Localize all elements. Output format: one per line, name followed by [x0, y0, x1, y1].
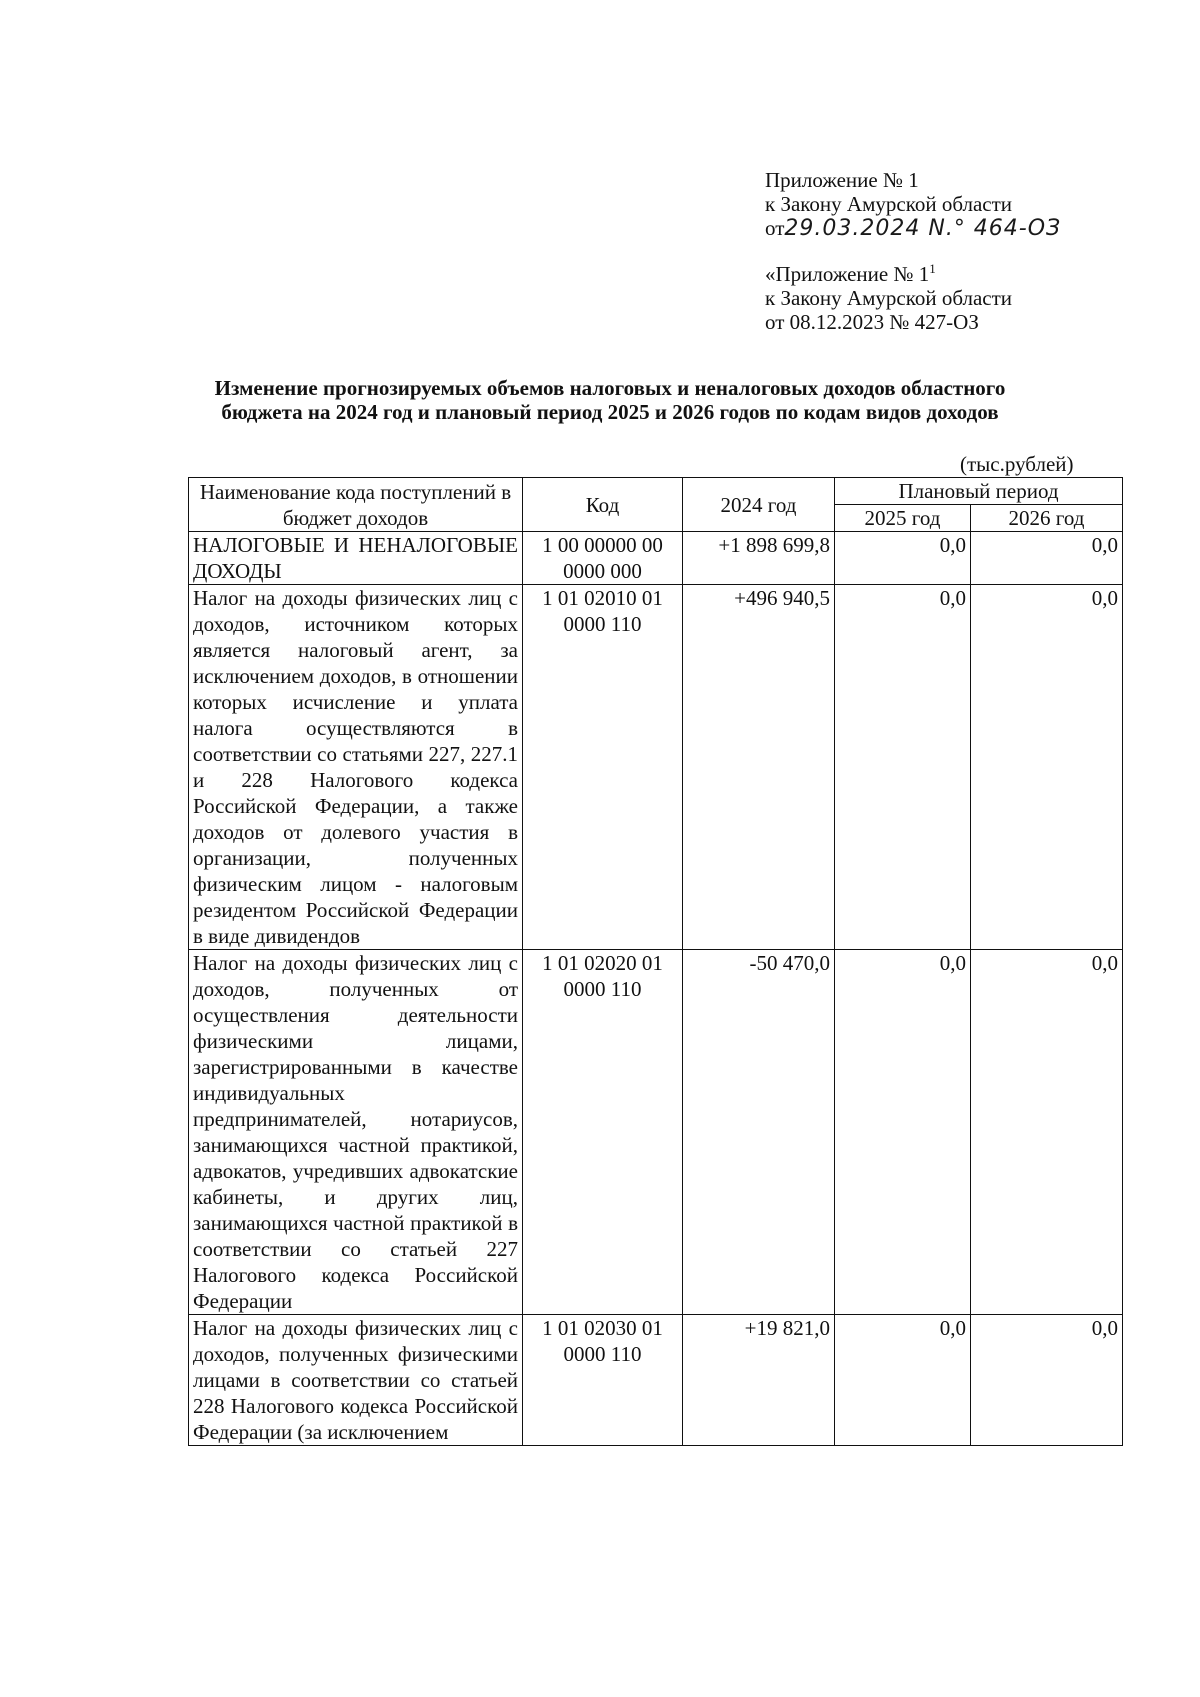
annex-1-date-prefix: от: [765, 216, 785, 240]
table-body: [189, 532, 1123, 1446]
annex-1-1-law: к Закону Амурской области: [765, 286, 1013, 310]
annex-1-date-line: [765, 216, 1061, 241]
annex-1-law: к Закону Амурской области: [765, 192, 1013, 216]
document-title-line-1: Изменение прогнозируемых объемов налоговых и неналоговых доходов областного: [214, 376, 1006, 400]
annex-1-1-header: [765, 262, 1012, 334]
annex-1-1-title: «Приложение № $1^1$: [765, 261, 936, 286]
row-2024: -50 470,0: [683, 950, 835, 1315]
header-planned-period: Плановый период: [835, 478, 1123, 505]
header-code: Код: [523, 478, 683, 532]
units-label: (тыс.рублей): [960, 452, 1074, 476]
row-code: 1 01 02010 01 0000 110: [523, 585, 683, 950]
row-code: 1 01 02020 01 0000 110: [523, 950, 683, 1315]
row-name: НАЛОГОВЫЕ И НЕНАЛОГОВЫЕ ДОХОДЫ: [189, 532, 523, 585]
annex-1-header: [765, 168, 1061, 241]
row-code: 1 00 00000 00 0000 000: [523, 532, 683, 585]
row-2024: +1 898 699,8: [683, 532, 835, 585]
handwritten-date-number: 29.03.2024 N.° 464-ОЗ: [784, 216, 1062, 241]
annex-1-1-superscript: 1: [929, 261, 936, 276]
row-2025: 0,0: [835, 585, 971, 950]
row-name: Налог на доходы физических лиц с доходов, источником которых является налоговый агент, за исключением доходов, в отношении которых исчисление и уплата налога осуществляются в соответствии со статьями 227, 227.1 и 228 Налогового кодекса Российской Федерации, а также доходов от долевого участия в организации, полученных физическим лицом - налоговым резидентом Российской Федерации в виде дивидендов: [189, 585, 523, 950]
row-2025: 0,0: [835, 950, 971, 1315]
row-code: 1 01 02030 01 0000 110: [523, 1315, 683, 1446]
table-row: [189, 1315, 1123, 1446]
table-row: [189, 585, 1123, 950]
header-name: Наименование кода поступлений в бюджет доходов: [189, 478, 523, 532]
row-2026: 0,0: [971, 585, 1123, 950]
row-2026: 0,0: [971, 950, 1123, 1315]
row-2026: 0,0: [971, 1315, 1123, 1446]
revenue-table: [188, 477, 1123, 1446]
row-name: Налог на доходы физических лиц с доходов, полученных от осуществления деятельности физическими лицами, зарегистрированными в качестве индивидуальных предпринимателей, нотариусов, занимающихся частной практикой, адвокатов, учредивших адвокатские кабинеты, и других лиц, занимающихся частной практикой в соответствии со статьей 227 Налогового кодекса Российской Федерации: [189, 950, 523, 1315]
document-title-line-2: бюджета на 2024 год и плановый период 2025 и 2026 годов по кодам видов доходов: [221, 400, 999, 424]
table-row: [189, 950, 1123, 1315]
table-row: [189, 532, 1123, 585]
header-2024: 2024 год: [683, 478, 835, 532]
table-header: [189, 478, 1123, 532]
annex-1-title: Приложение № 1: [765, 168, 919, 192]
row-2025: 0,0: [835, 532, 971, 585]
header-2026: 2026 год: [971, 505, 1123, 532]
row-name: Налог на доходы физических лиц с доходов, полученных физическими лицами в соответствии со статьей 228 Налогового кодекса Российской Федерации (за исключением: [189, 1315, 523, 1446]
row-2024: +496 940,5: [683, 585, 835, 950]
annex-1-1-date: от 08.12.2023 № 427-ОЗ: [765, 310, 979, 334]
document-title: [150, 376, 1070, 424]
row-2024: +19 821,0: [683, 1315, 835, 1446]
header-2025: 2025 год: [835, 505, 971, 532]
row-2025: 0,0: [835, 1315, 971, 1446]
row-2026: 0,0: [971, 532, 1123, 585]
